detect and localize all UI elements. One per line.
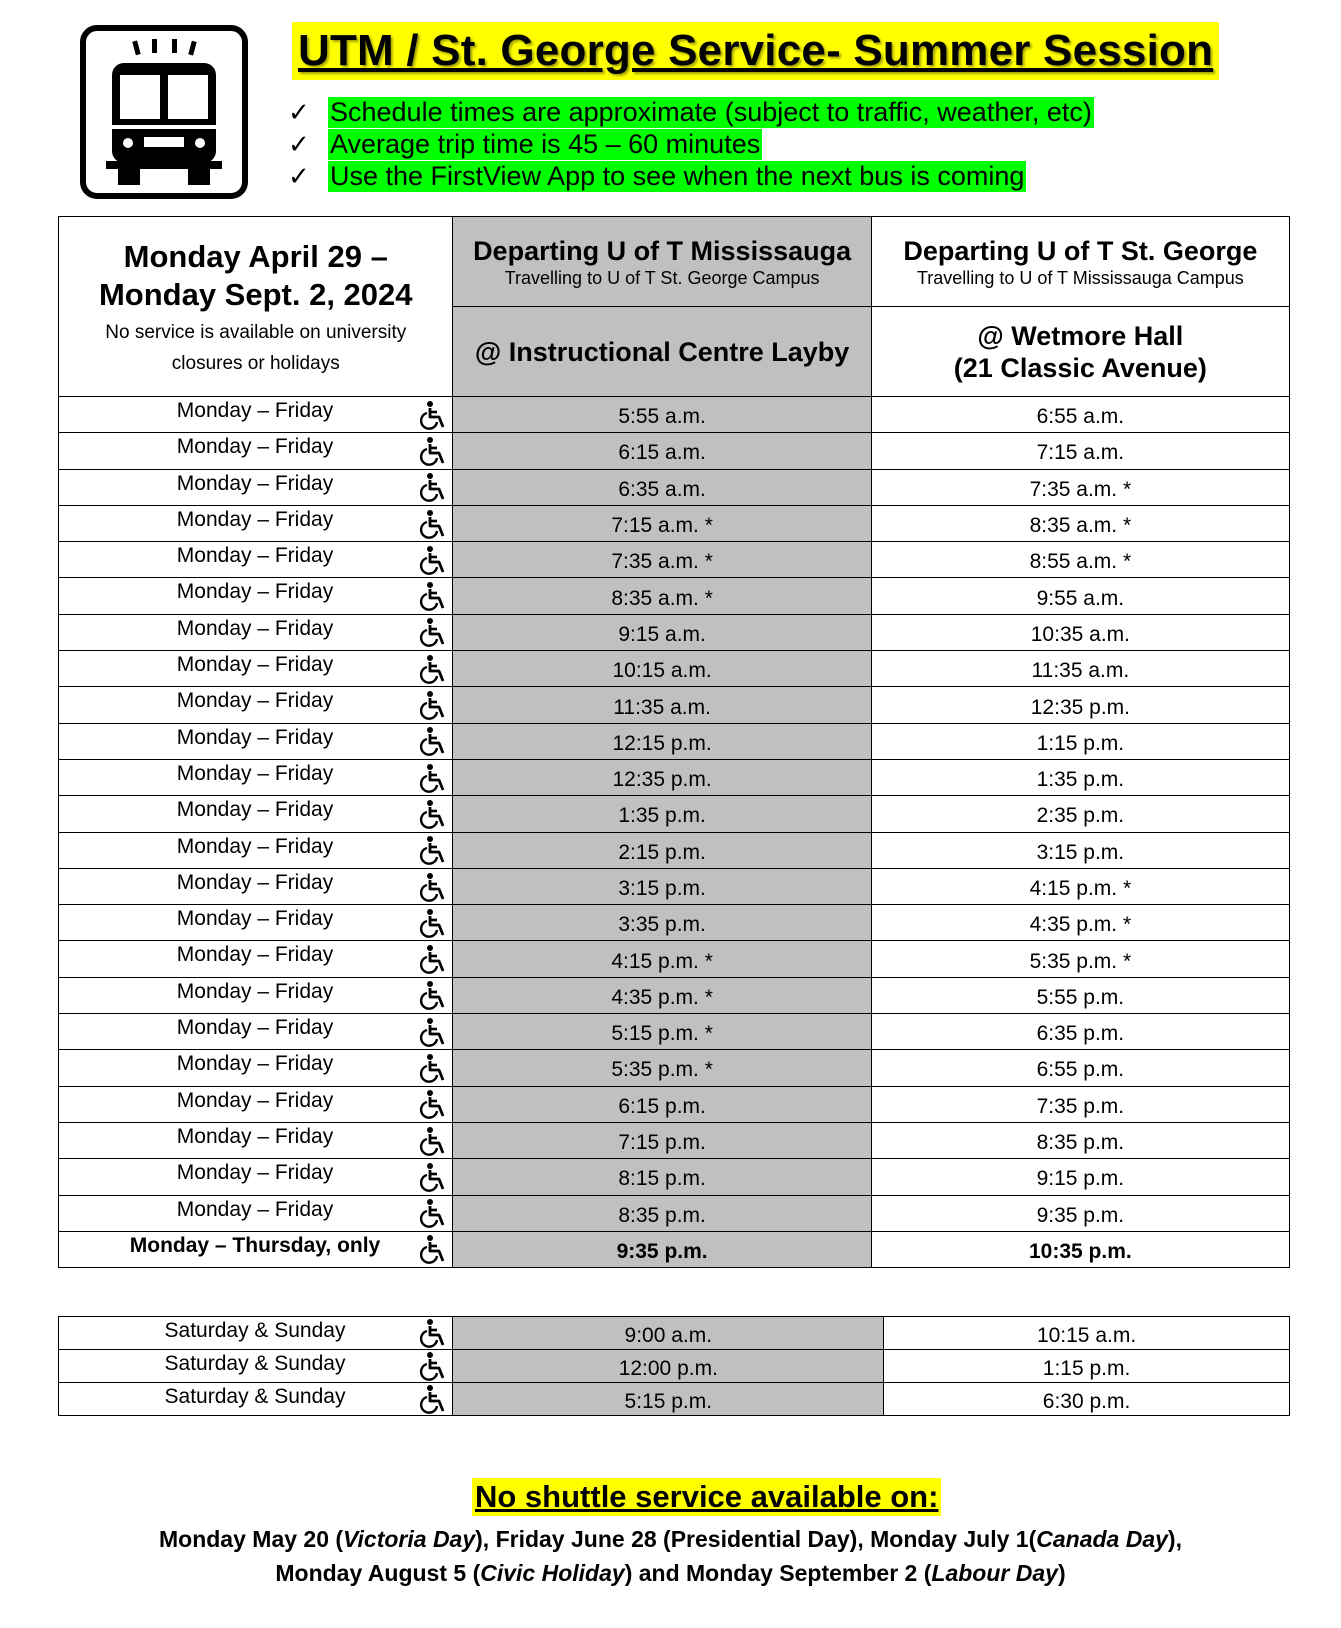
note-item xyxy=(288,128,1094,160)
schedule-row xyxy=(59,614,1290,650)
stg-stop-line1: @ Wetmore Hall xyxy=(977,320,1184,351)
service-days-cell xyxy=(59,397,453,433)
stg-departure-time: 4:35 p.m. * xyxy=(871,905,1289,941)
utm-departure-time: 8:15 p.m. xyxy=(453,1159,871,1195)
wheelchair-accessible-icon xyxy=(418,690,448,720)
wheelchair-accessible-icon xyxy=(418,1318,448,1348)
schedule-row xyxy=(59,433,1290,469)
wheelchair-accessible-icon xyxy=(418,1384,448,1414)
service-days-cell xyxy=(59,1086,453,1122)
notes-list xyxy=(288,96,1094,192)
utm-departure-time: 8:35 a.m. * xyxy=(453,578,871,614)
wheelchair-accessible-icon xyxy=(418,581,448,611)
service-days: Monday – Friday xyxy=(176,616,334,640)
service-days: Monday – Friday xyxy=(176,1124,334,1148)
checkmark-icon: ✓ xyxy=(288,160,310,191)
service-days: Monday – Friday xyxy=(176,834,334,858)
service-days: Monday – Friday xyxy=(176,1088,334,1112)
note-item xyxy=(288,96,1094,128)
service-days: Monday – Friday xyxy=(176,435,334,459)
stg-departure-time: 11:35 a.m. xyxy=(871,651,1289,687)
service-days: Monday – Thursday, only xyxy=(129,1233,381,1257)
service-days-cell xyxy=(59,1231,453,1267)
utm-departure-time: 7:15 p.m. xyxy=(453,1122,871,1158)
date-range-cell xyxy=(59,217,453,397)
service-days-cell xyxy=(59,687,453,723)
wheelchair-accessible-icon xyxy=(418,1017,448,1047)
schedule-row xyxy=(59,832,1290,868)
stg-departure-time: 9:35 p.m. xyxy=(871,1195,1289,1231)
wheelchair-accessible-icon xyxy=(418,400,448,430)
wheelchair-accessible-icon xyxy=(418,436,448,466)
holiday-text: ), Friday June 28 (Presidential Day), Monday July 1( xyxy=(475,1526,1037,1552)
schedule-row xyxy=(59,469,1290,505)
date-range-line2: Monday Sept. 2, 2024 xyxy=(98,276,413,312)
wheelchair-accessible-icon xyxy=(418,944,448,974)
service-days-cell xyxy=(59,868,453,904)
utm-column-header xyxy=(453,217,871,307)
utm-departure-time: 7:15 a.m. * xyxy=(453,505,871,541)
utm-departure-time: 5:15 p.m. * xyxy=(453,1014,871,1050)
holiday-name: Civic Holiday xyxy=(480,1560,625,1586)
stg-departure-time: 3:15 p.m. xyxy=(871,832,1289,868)
service-days-cell xyxy=(59,469,453,505)
wheelchair-accessible-icon xyxy=(418,1162,448,1192)
service-days: Monday – Friday xyxy=(176,1052,334,1076)
schedule-row xyxy=(59,1195,1290,1231)
date-range-line1: Monday April 29 – xyxy=(123,238,388,274)
schedule-row xyxy=(59,1122,1290,1158)
stg-departure-time: 6:55 p.m. xyxy=(871,1050,1289,1086)
stg-column-header xyxy=(871,217,1289,307)
service-days-cell xyxy=(59,796,453,832)
schedule-row xyxy=(59,397,1290,433)
weekday-schedule-table xyxy=(58,216,1290,1268)
schedule-row xyxy=(59,651,1290,687)
schedule-row xyxy=(59,1086,1290,1122)
stg-departure-time: 12:35 p.m. xyxy=(871,687,1289,723)
schedule-row xyxy=(59,687,1290,723)
service-days-cell xyxy=(59,941,453,977)
stg-departure-time: 5:35 p.m. * xyxy=(871,941,1289,977)
stg-departure-time: 7:15 a.m. xyxy=(871,433,1289,469)
stg-departure-time: 9:15 p.m. xyxy=(871,1159,1289,1195)
stg-departure-time: 9:55 a.m. xyxy=(871,578,1289,614)
service-days-cell xyxy=(59,759,453,795)
holiday-name: Victoria Day xyxy=(343,1526,476,1552)
service-days-cell xyxy=(59,433,453,469)
wheelchair-accessible-icon xyxy=(418,1126,448,1156)
utm-departure-time: 1:35 p.m. xyxy=(453,796,871,832)
stg-departure-time: 6:30 p.m. xyxy=(884,1383,1290,1416)
schedule-row xyxy=(59,578,1290,614)
service-days: Monday – Friday xyxy=(176,761,334,785)
wheelchair-accessible-icon xyxy=(418,1053,448,1083)
holiday-name: Canada Day xyxy=(1036,1526,1168,1552)
utm-departure-time: 12:00 p.m. xyxy=(453,1350,884,1383)
schedule-row xyxy=(59,1050,1290,1086)
utm-departure-time: 9:15 a.m. xyxy=(453,614,871,650)
stg-departure-time: 1:15 p.m. xyxy=(884,1350,1290,1383)
schedule-row xyxy=(59,941,1290,977)
utm-departure-time: 6:35 a.m. xyxy=(453,469,871,505)
schedule-row xyxy=(59,723,1290,759)
service-days: Monday – Friday xyxy=(176,653,334,677)
stg-departure-time: 1:35 p.m. xyxy=(871,759,1289,795)
closure-note-line1: No service is available on university xyxy=(105,321,407,343)
service-days-cell xyxy=(59,832,453,868)
schedule-row xyxy=(59,905,1290,941)
wheelchair-accessible-icon xyxy=(418,908,448,938)
service-days-cell xyxy=(59,1195,453,1231)
service-days-cell xyxy=(59,977,453,1013)
schedule-row xyxy=(59,505,1290,541)
wheelchair-accessible-icon xyxy=(418,726,448,756)
checkmark-icon: ✓ xyxy=(288,96,310,127)
utm-departure-time: 10:15 a.m. xyxy=(453,651,871,687)
service-days: Monday – Friday xyxy=(176,870,334,894)
wheelchair-accessible-icon xyxy=(418,835,448,865)
service-days-cell xyxy=(59,1014,453,1050)
weekend-schedule-table xyxy=(58,1316,1290,1416)
service-days: Monday – Friday xyxy=(176,689,334,713)
note-text: Use the FirstView App to see when the next bus is coming xyxy=(330,160,1025,191)
service-days: Monday – Friday xyxy=(176,1197,334,1221)
holiday-text: Monday May 20 ( xyxy=(159,1526,344,1552)
service-days-cell xyxy=(59,542,453,578)
closure-note-line2: closures or holidays xyxy=(171,352,340,374)
utm-column-title: Departing U of T Mississauga xyxy=(473,235,852,266)
stg-departure-time: 6:35 p.m. xyxy=(871,1014,1289,1050)
utm-departure-time: 12:15 p.m. xyxy=(453,723,871,759)
holiday-text: ), xyxy=(1167,1526,1182,1552)
schedule-row xyxy=(59,977,1290,1013)
stg-departure-time: 8:35 p.m. xyxy=(871,1122,1289,1158)
wheelchair-accessible-icon xyxy=(418,654,448,684)
stg-column-title: Departing U of T St. George xyxy=(903,235,1258,266)
note-item xyxy=(288,160,1094,192)
service-days-cell xyxy=(59,1159,453,1195)
service-days: Monday – Friday xyxy=(176,471,334,495)
utm-departure-time: 9:35 p.m. xyxy=(453,1231,871,1267)
utm-departure-time: 9:00 a.m. xyxy=(453,1317,884,1350)
holiday-line xyxy=(0,1522,1341,1556)
schedule-row xyxy=(59,868,1290,904)
schedule-row xyxy=(59,1231,1290,1267)
stg-departure-time: 2:35 p.m. xyxy=(871,796,1289,832)
utm-departure-time: 7:35 a.m. * xyxy=(453,542,871,578)
weekend-schedule-row xyxy=(59,1350,1290,1383)
note-text: Schedule times are approximate (subject to traffic, weather, etc) xyxy=(330,96,1092,127)
stg-departure-time: 8:35 a.m. * xyxy=(871,505,1289,541)
utm-column-subtitle: Travelling to U of T St. George Campus xyxy=(504,267,820,288)
service-days-cell xyxy=(59,614,453,650)
utm-departure-time: 12:35 p.m. xyxy=(453,759,871,795)
wheelchair-accessible-icon xyxy=(418,1234,448,1264)
service-days-cell xyxy=(59,505,453,541)
schedule-row xyxy=(59,542,1290,578)
stg-departure-time: 10:15 a.m. xyxy=(884,1317,1290,1350)
utm-departure-time: 5:35 p.m. * xyxy=(453,1050,871,1086)
service-days: Monday – Friday xyxy=(176,907,334,931)
stg-column-subtitle: Travelling to U of T Mississauga Campus xyxy=(916,267,1244,288)
holiday-text: ) and Monday September 2 ( xyxy=(624,1560,932,1586)
service-days: Monday – Friday xyxy=(176,798,334,822)
service-days: Monday – Friday xyxy=(176,1016,334,1040)
service-days: Saturday & Sunday xyxy=(164,1352,346,1375)
utm-departure-time: 5:55 a.m. xyxy=(453,397,871,433)
service-days-cell xyxy=(59,578,453,614)
utm-departure-time: 3:35 p.m. xyxy=(453,905,871,941)
service-days: Saturday & Sunday xyxy=(164,1385,346,1408)
utm-departure-time: 8:35 p.m. xyxy=(453,1195,871,1231)
stg-stop-line2: (21 Classic Avenue) xyxy=(953,352,1207,383)
service-days-cell xyxy=(59,1317,453,1350)
service-days-cell xyxy=(59,905,453,941)
service-days-cell xyxy=(59,1050,453,1086)
stg-departure-time: 10:35 a.m. xyxy=(871,614,1289,650)
bus-icon xyxy=(80,25,248,199)
utm-departure-time: 6:15 a.m. xyxy=(453,433,871,469)
wheelchair-accessible-icon xyxy=(418,509,448,539)
wheelchair-accessible-icon xyxy=(418,545,448,575)
service-days: Saturday & Sunday xyxy=(164,1319,346,1342)
utm-departure-time: 5:15 p.m. xyxy=(453,1383,884,1416)
wheelchair-accessible-icon xyxy=(418,1198,448,1228)
wheelchair-accessible-icon xyxy=(418,1351,448,1381)
weekend-schedule-row xyxy=(59,1317,1290,1350)
wheelchair-accessible-icon xyxy=(418,1089,448,1119)
service-days-cell xyxy=(59,651,453,687)
wheelchair-accessible-icon xyxy=(418,980,448,1010)
wheelchair-accessible-icon xyxy=(418,617,448,647)
page-title: UTM / St. George Service- Summer Session xyxy=(292,22,1219,80)
stg-departure-time: 6:55 a.m. xyxy=(871,397,1289,433)
stg-departure-time: 5:55 p.m. xyxy=(871,977,1289,1013)
stg-stop-location xyxy=(871,307,1289,397)
holiday-text: Monday August 5 ( xyxy=(275,1560,481,1586)
service-days: Monday – Friday xyxy=(176,943,334,967)
service-days: Monday – Friday xyxy=(176,399,334,422)
stg-departure-time: 8:55 a.m. * xyxy=(871,542,1289,578)
service-days: Monday – Friday xyxy=(176,979,334,1003)
utm-departure-time: 11:35 a.m. xyxy=(453,687,871,723)
holiday-text: ) xyxy=(1057,1560,1066,1586)
utm-departure-time: 2:15 p.m. xyxy=(453,832,871,868)
stg-departure-time: 4:15 p.m. * xyxy=(871,868,1289,904)
wheelchair-accessible-icon xyxy=(418,872,448,902)
weekend-schedule-row xyxy=(59,1383,1290,1416)
stg-departure-time: 1:15 p.m. xyxy=(871,723,1289,759)
wheelchair-accessible-icon xyxy=(418,763,448,793)
utm-departure-time: 4:35 p.m. * xyxy=(453,977,871,1013)
utm-departure-time: 6:15 p.m. xyxy=(453,1086,871,1122)
schedule-row xyxy=(59,796,1290,832)
wheelchair-accessible-icon xyxy=(418,472,448,502)
no-service-heading: No shuttle service available on: xyxy=(472,1478,941,1516)
service-days: Monday – Friday xyxy=(176,507,334,531)
service-days: Monday – Friday xyxy=(176,544,334,568)
checkmark-icon: ✓ xyxy=(288,128,310,159)
schedule-row xyxy=(59,1159,1290,1195)
service-days: Monday – Friday xyxy=(176,1161,334,1185)
stg-departure-time: 10:35 p.m. xyxy=(871,1231,1289,1267)
schedule-row xyxy=(59,759,1290,795)
schedule-row xyxy=(59,1014,1290,1050)
service-days-cell xyxy=(59,1350,453,1383)
service-days: Monday – Friday xyxy=(176,725,334,749)
wheelchair-accessible-icon xyxy=(418,799,448,829)
holiday-name: Labour Day xyxy=(931,1560,1058,1586)
utm-stop-location: @ Instructional Centre Layby xyxy=(453,307,871,397)
service-days-cell xyxy=(59,723,453,759)
service-days: Monday – Friday xyxy=(176,580,334,604)
holiday-line xyxy=(0,1556,1341,1590)
stg-departure-time: 7:35 a.m. * xyxy=(871,469,1289,505)
service-days-cell xyxy=(59,1122,453,1158)
service-days-cell xyxy=(59,1383,453,1416)
utm-departure-time: 3:15 p.m. xyxy=(453,868,871,904)
holiday-list xyxy=(0,1522,1341,1590)
utm-departure-time: 4:15 p.m. * xyxy=(453,941,871,977)
note-text: Average trip time is 45 – 60 minutes xyxy=(330,128,761,159)
stg-departure-time: 7:35 p.m. xyxy=(871,1086,1289,1122)
